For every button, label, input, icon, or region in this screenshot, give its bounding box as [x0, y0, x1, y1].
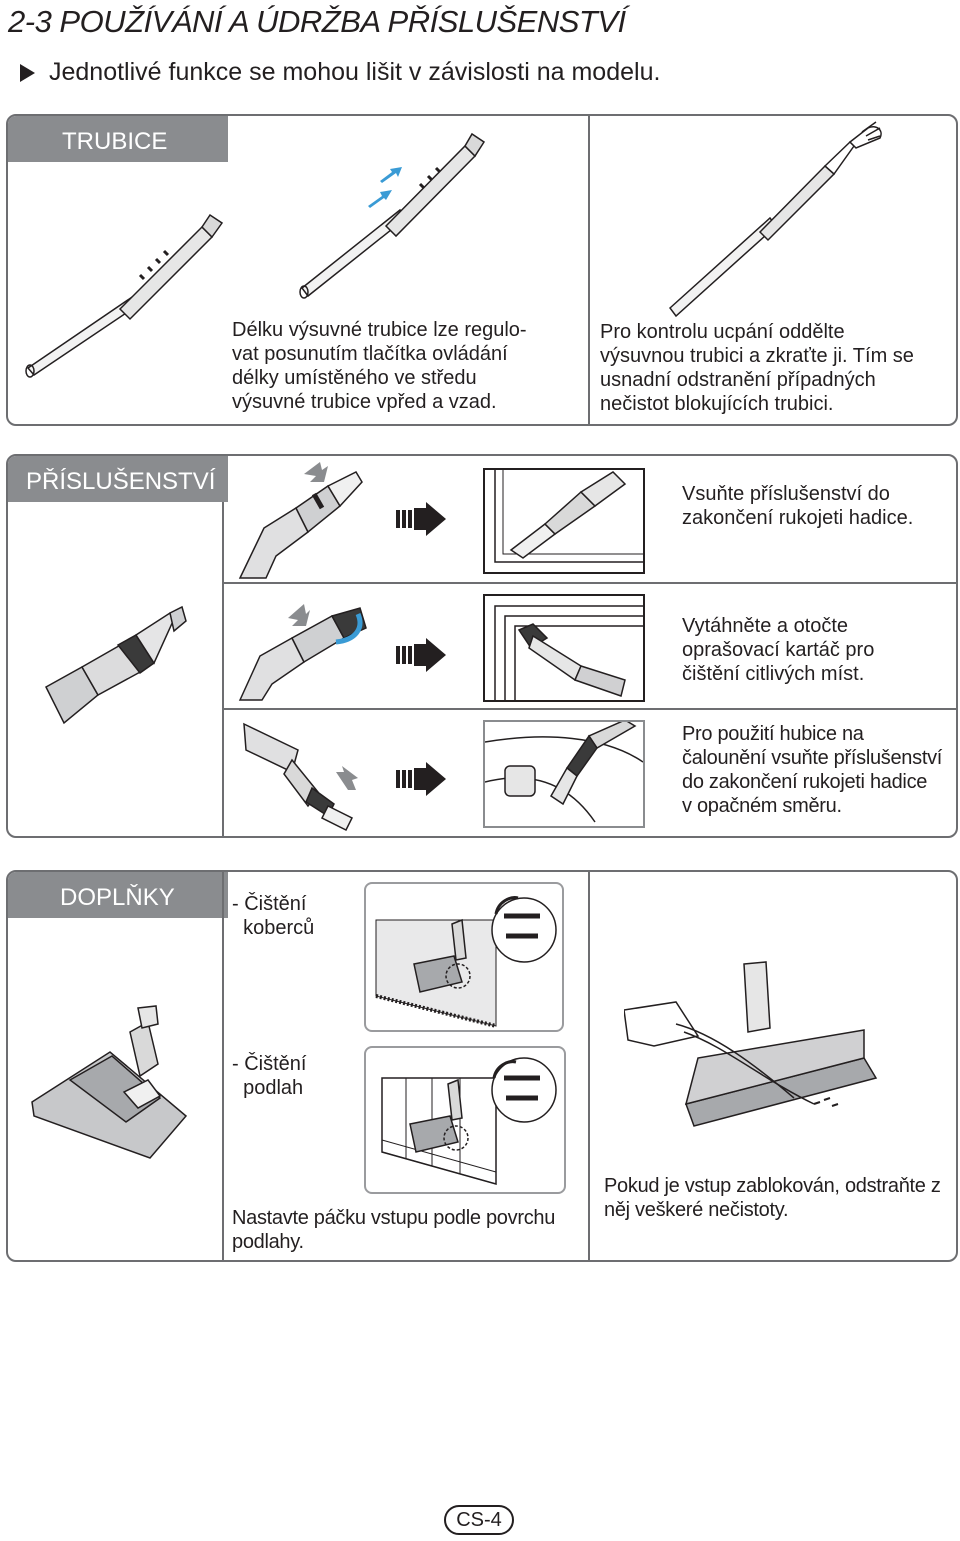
prislusenstvi-label: PŘÍSLUŠENSTVÍ: [8, 456, 228, 502]
step-arrow-2: [396, 638, 446, 672]
doplnky-divider-1: [222, 872, 224, 1260]
step-arrow-3: [396, 762, 446, 796]
step-arrow-1: [396, 502, 446, 536]
accessory-in-use-frame-2: [483, 594, 645, 702]
accessory-step-2-text: Vytáhněte a otočte oprašovací kartáč pro čištění citlivých míst.: [682, 615, 875, 685]
accessory-step-3-text: Pro použití hubice na čalounění vsuňte příslušenství do zakončení rukojeti hadice v opačném směru.: [682, 723, 943, 817]
lever-adjust-text: Nastavte páčku vstupu podle povrchu podlahy.: [232, 1207, 556, 1253]
prislusenstvi-label-divider: [222, 456, 224, 502]
arrow-right-icon: [396, 502, 446, 536]
blocked-inlet-text: Pokud je vstup zablokován, odstraňte z něj veškeré nečistoty.: [604, 1175, 941, 1221]
telescopic-tube-adjust-illustration: [290, 128, 490, 300]
carpet-cleaning-label: - Čištění koberců: [232, 893, 315, 939]
door-frame-dusting-illustration: [485, 596, 643, 700]
floor-nozzle-illustration: [30, 1002, 190, 1162]
corner-cleaning-illustration: [485, 470, 643, 572]
prislusenstvi-row-divider-2: [224, 708, 958, 710]
nozzle-unclog-illustration: [624, 954, 884, 1130]
carpet-mode-frame: [364, 882, 564, 1032]
arrow-right-icon: [396, 762, 446, 796]
trubice-divider: [588, 116, 590, 424]
telescopic-tube-illustration: [20, 205, 240, 380]
accessory-in-use-frame-3: [483, 720, 645, 828]
prislusenstvi-row-divider-1: [224, 582, 958, 584]
arrow-right-icon: [396, 638, 446, 672]
crevice-tool-illustration: [42, 605, 192, 730]
upholstery-nozzle-illustration: [236, 720, 366, 832]
floor-mode-frame: [364, 1046, 566, 1194]
floor-cleaning-label: - Čištění podlah: [232, 1053, 307, 1099]
trubice-text-right: Pro kontrolu ucpání oddělte výsuvnou trubici a zkraťte ji. Tím se usnadní odstranění případných nečistot blokujících trubici.: [600, 321, 914, 415]
subtitle-text: Jednotlivé funkce se mohou lišit v závislosti na modelu.: [49, 58, 661, 86]
accessory-in-use-frame-1: [483, 468, 645, 574]
sofa-cleaning-illustration: [485, 722, 643, 826]
doplnky-label: DOPLŇKY: [8, 872, 228, 918]
pull-rotate-brush-illustration: [236, 592, 372, 702]
tube-unclog-illustration: [650, 118, 890, 318]
page-number: CS-4: [444, 1505, 514, 1535]
trubice-label: TRUBICE: [8, 116, 228, 162]
trubice-text-left: Délku výsuvné trubice lze regulo- vat posunutím tlačítka ovládání délky umístěného ve středu výsuvné trubice vpřed a vzad.: [232, 319, 527, 413]
floor-mode-illustration: [366, 1048, 564, 1192]
subtitle: [20, 58, 660, 87]
insert-accessory-illustration: [236, 458, 366, 580]
prislusenstvi-divider: [222, 502, 224, 836]
bullet-triangle-icon: [20, 64, 35, 82]
doplnky-divider-2: [588, 872, 590, 1260]
accessory-step-1-text: Vsuňte příslušenství do zakončení rukojeti hadice.: [682, 483, 914, 529]
carpet-mode-illustration: [366, 884, 562, 1030]
page-title: 2-3 POUŽÍVÁNÍ A ÚDRŽBA PŘÍSLUŠENSTVÍ: [8, 4, 626, 39]
